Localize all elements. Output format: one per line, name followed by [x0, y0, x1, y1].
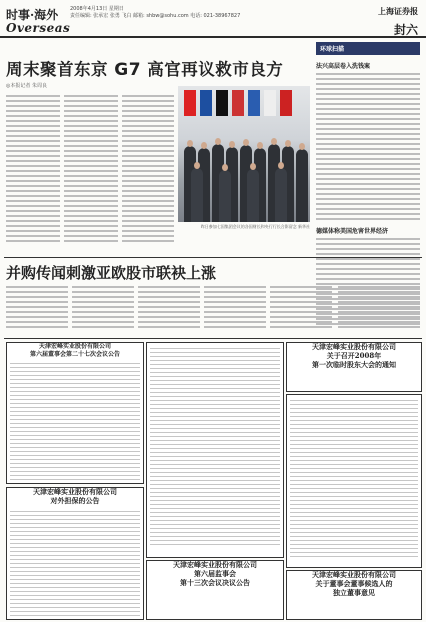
- sidebar-item-1-body: [316, 73, 420, 220]
- article-column: [6, 92, 60, 252]
- page-number: 封六: [393, 23, 418, 37]
- sidebar-item-1-title: 法兴高层卷入洗钱案: [316, 63, 371, 70]
- section-cn: 时事·海外: [6, 8, 59, 22]
- sidebar-header: 环球扫描: [316, 42, 420, 55]
- notice-body: [147, 343, 283, 550]
- paper-name: 上海证券报: [378, 6, 418, 16]
- news-sidebar: [316, 42, 420, 297]
- article-column: [138, 283, 200, 335]
- group-photo: [178, 86, 310, 222]
- sidebar-column: [338, 283, 420, 335]
- editor-contact: 责任编辑: 张承宏 张勇 飞白 邮箱: shbw@sohu.com 电话: 021-38967827: [70, 13, 241, 19]
- notice-independent-directors: [286, 570, 422, 620]
- notice-title: 天津宏峰实业股份有限公司 对外担保的公告: [33, 487, 117, 505]
- sidebar-item-2-title: 德媒体称美国危害世界经济: [316, 228, 389, 235]
- notice-body: [7, 358, 143, 485]
- divider: [4, 338, 422, 339]
- article-column: [270, 283, 332, 335]
- notice-supervisory-board: [146, 560, 284, 620]
- article-column: [64, 92, 118, 252]
- notice-column: [286, 394, 422, 568]
- headline-part-a: 周末聚首东京: [6, 60, 108, 79]
- notice-title: 天津宏峰实业股份有限公司 第六届董事会第二十七次会议公告: [29, 343, 120, 358]
- headline-part-b: 高官再议救市良方: [147, 60, 284, 79]
- second-headline: 并购传闻刺激亚欧股市联袂上涨: [6, 264, 217, 282]
- article-column: [204, 283, 266, 335]
- notice-body: [7, 506, 143, 621]
- article-column: [122, 92, 174, 252]
- section-en: Overseas: [6, 21, 71, 35]
- masthead: [0, 0, 426, 38]
- notice-board-resolution: [6, 342, 144, 484]
- article-column: [72, 283, 134, 335]
- top-byline: ◎本报记者 朱周良: [6, 83, 47, 89]
- notice-body: [287, 395, 421, 562]
- article-column: [6, 283, 68, 335]
- notice-title: 天津宏峰实业股份有限公司 关于董事会董事候选人的 独立董事意见: [312, 570, 396, 597]
- notice-column: [146, 342, 284, 558]
- notice-title: 天津宏峰实业股份有限公司 关于召开2008年 第一次临时股东大会的通知: [312, 342, 396, 369]
- masthead-info: [70, 6, 290, 20]
- photo-caption: 昨日参加七国集团会议的各国财长和央行行长合影留念 新华社: [200, 224, 310, 229]
- masthead-right: [378, 6, 418, 38]
- issue-date: 2008年4月13日 星期日: [70, 6, 124, 12]
- divider: [4, 257, 422, 258]
- notice-shareholder-meeting: [286, 342, 422, 392]
- top-headline: [6, 56, 283, 80]
- section-label: [6, 6, 71, 35]
- flags-backdrop: [184, 90, 304, 130]
- headline-g7: G7: [114, 60, 142, 80]
- notice-guarantee: [6, 487, 144, 620]
- notice-title: 天津宏峰实业股份有限公司 第六届监事会 第十三次会议决议公告: [173, 560, 257, 587]
